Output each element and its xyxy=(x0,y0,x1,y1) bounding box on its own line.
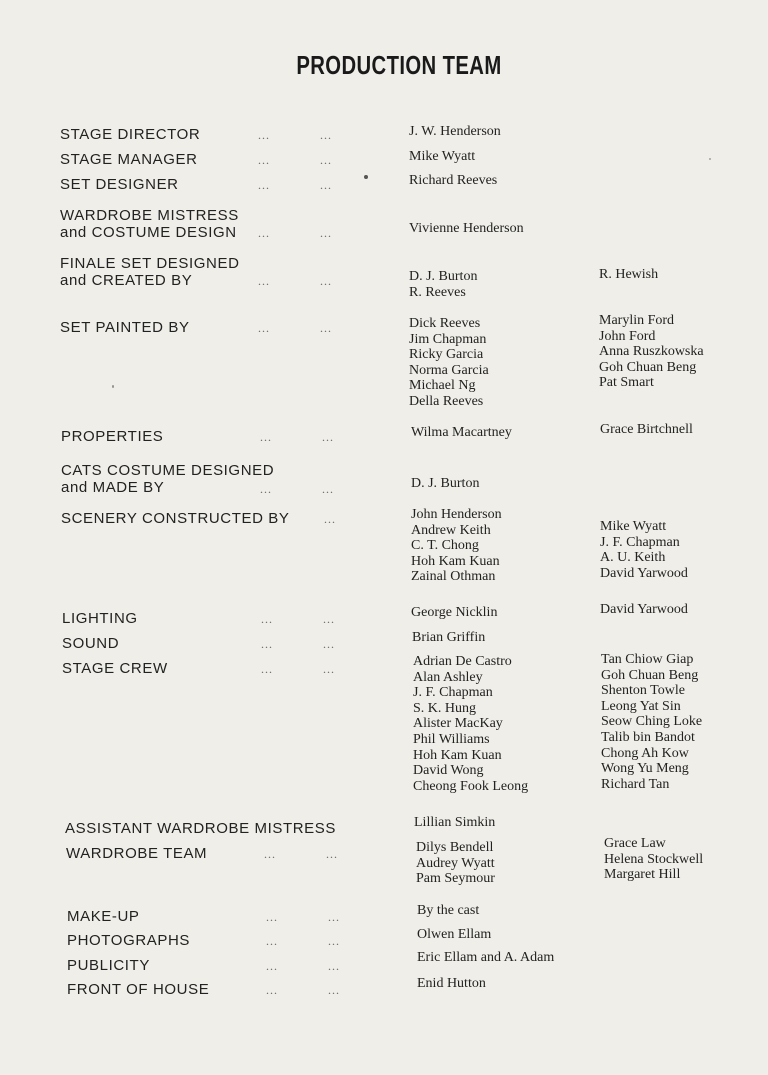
person-name: J. F. Chapman xyxy=(600,534,680,550)
name-makeup: By the cast xyxy=(417,903,480,918)
person-name: Helena Stockwell xyxy=(604,851,704,867)
person-name: Hoh Kam Kuan xyxy=(413,747,502,763)
person-name: Mike Wyatt xyxy=(600,519,667,534)
leader-dots: ... xyxy=(322,482,334,496)
person-name: Hoh Kam Kuan xyxy=(411,553,500,569)
person-name: John Henderson xyxy=(411,507,502,522)
role-line: and MADE BY xyxy=(61,479,165,496)
role-stage-manager: STAGE MANAGER xyxy=(60,151,198,168)
name-wardrobe-mistress: Vivienne Henderson xyxy=(409,221,524,236)
name-cats-costume: D. J. Burton xyxy=(411,476,480,491)
person-name: David Wong xyxy=(413,763,484,779)
person-name: Goh Chuan Beng xyxy=(599,359,697,375)
name-lighting-col2: David Yarwood xyxy=(600,602,688,617)
leader-dots: ... xyxy=(328,934,340,948)
role-scenery: SCENERY CONSTRUCTED BY xyxy=(61,510,290,527)
role-set-painted: SET PAINTED BY xyxy=(60,319,190,336)
person-name: Della Reeves xyxy=(409,393,484,409)
person-name: C. T. Chong xyxy=(411,538,479,554)
role-wardrobe-mistress xyxy=(60,207,239,241)
person-name: Phil Williams xyxy=(413,731,490,747)
person-name: Cheong Fook Leong xyxy=(413,778,529,794)
role-sound: SOUND xyxy=(62,635,120,652)
leader-dots: ... xyxy=(320,321,332,335)
person-name: Seow Ching Loke xyxy=(601,714,703,730)
person-name: John Ford xyxy=(599,328,656,344)
leader-dots: ... xyxy=(328,910,340,924)
print-speck xyxy=(112,385,114,388)
role-photographs: PHOTOGRAPHS xyxy=(67,932,191,949)
name-stage-manager: Mike Wyatt xyxy=(409,149,476,164)
role-line: FINALE SET DESIGNED xyxy=(60,255,240,272)
person-name: J. F. Chapman xyxy=(413,685,493,701)
person-name: Anna Ruszkowska xyxy=(599,344,704,360)
leader-dots: ... xyxy=(266,934,278,948)
names-wardrobe-team-col1 xyxy=(416,840,495,887)
leader-dots: ... xyxy=(328,983,340,997)
person-name: Jim Chapman xyxy=(409,331,487,347)
leader-dots: ... xyxy=(320,274,332,288)
names-finale-col2 xyxy=(599,267,658,283)
leader-dots: ... xyxy=(323,662,335,676)
names-scenery-col1 xyxy=(411,507,502,585)
leader-dots: ... xyxy=(324,512,336,526)
person-name: Andrew Keith xyxy=(411,522,491,538)
names-wardrobe-team-col2 xyxy=(604,836,703,883)
role-makeup: MAKE-UP xyxy=(67,908,140,925)
person-name: Pam Seymour xyxy=(416,871,495,887)
leader-dots: ... xyxy=(266,983,278,997)
person-name: Michael Ng xyxy=(409,378,476,394)
leader-dots: ... xyxy=(258,226,270,240)
role-stage-director: STAGE DIRECTOR xyxy=(60,126,201,143)
person-name: Dick Reeves xyxy=(409,316,481,331)
name-publicity: Eric Ellam and A. Adam xyxy=(417,950,555,965)
leader-dots: ... xyxy=(323,637,335,651)
leader-dots: ... xyxy=(258,128,270,142)
leader-dots: ... xyxy=(260,430,272,444)
leader-dots: ... xyxy=(258,274,270,288)
name-photographs: Olwen Ellam xyxy=(417,927,492,942)
person-name: Margaret Hill xyxy=(604,867,681,883)
names-finale-col1 xyxy=(409,269,477,300)
person-name: Marylin Ford xyxy=(599,313,675,328)
leader-dots: ... xyxy=(320,178,332,192)
person-name: Wong Yu Meng xyxy=(601,761,689,777)
person-name: R. Reeves xyxy=(409,284,466,300)
role-wardrobe-team: WARDROBE TEAM xyxy=(66,845,208,862)
person-name: Ricky Garcia xyxy=(409,347,484,363)
role-line: WARDROBE MISTRESS xyxy=(60,207,239,224)
name-properties-col1: Wilma Macartney xyxy=(411,425,512,440)
name-stage-director: J. W. Henderson xyxy=(409,124,501,139)
name-front-of-house: Enid Hutton xyxy=(417,976,486,991)
name-set-designer: Richard Reeves xyxy=(409,173,498,188)
names-set-painted-col2 xyxy=(599,313,704,391)
role-properties: PROPERTIES xyxy=(61,428,164,445)
leader-dots: ... xyxy=(258,321,270,335)
role-set-designer: SET DESIGNER xyxy=(60,176,179,193)
name-sound: Brian Griffin xyxy=(412,630,486,645)
role-publicity: PUBLICITY xyxy=(67,957,150,974)
leader-dots: ... xyxy=(264,847,276,861)
leader-dots: ... xyxy=(266,910,278,924)
role-front-of-house: FRONT OF HOUSE xyxy=(67,981,210,998)
role-line: and CREATED BY xyxy=(60,272,193,289)
person-name: Richard Tan xyxy=(601,776,670,792)
person-name: Grace Law xyxy=(604,836,666,851)
names-stage-crew-col2 xyxy=(601,652,702,792)
person-name: Leong Yat Sin xyxy=(601,698,681,714)
person-name: S. K. Hung xyxy=(413,700,477,716)
person-name: Pat Smart xyxy=(599,375,654,391)
person-name: Norma Garcia xyxy=(409,362,489,378)
leader-dots: ... xyxy=(266,959,278,973)
person-name: Adrian De Castro xyxy=(413,654,512,669)
person-name: Zainal Othman xyxy=(411,569,496,585)
names-scenery-col2 xyxy=(600,519,688,581)
person-name: Talib bin Bandot xyxy=(601,729,695,745)
names-stage-crew-col1 xyxy=(413,654,528,794)
leader-dots: ... xyxy=(328,959,340,973)
role-line: and COSTUME DESIGN xyxy=(60,224,237,241)
person-name: A. U. Keith xyxy=(600,550,666,566)
leader-dots: ... xyxy=(320,153,332,167)
person-name: Alister MacKay xyxy=(413,716,503,732)
person-name: Goh Chuan Beng xyxy=(601,667,699,683)
leader-dots: ... xyxy=(320,128,332,142)
print-speck xyxy=(364,175,368,179)
person-name: David Yarwood xyxy=(600,565,688,581)
role-line: CATS COSTUME DESIGNED xyxy=(61,462,275,479)
person-name: Audrey Wyatt xyxy=(416,855,495,871)
leader-dots: ... xyxy=(261,662,273,676)
name-properties-col2: Grace Birtchnell xyxy=(600,422,693,437)
leader-dots: ... xyxy=(326,847,338,861)
print-speck xyxy=(709,158,711,160)
leader-dots: ... xyxy=(261,612,273,626)
leader-dots: ... xyxy=(261,637,273,651)
person-name: Chong Ah Kow xyxy=(601,745,689,761)
leader-dots: ... xyxy=(322,430,334,444)
names-set-painted-col1 xyxy=(409,316,489,410)
person-name: Dilys Bendell xyxy=(416,840,494,855)
person-name: D. J. Burton xyxy=(409,269,478,284)
person-name: Shenton Towle xyxy=(601,683,685,699)
leader-dots: ... xyxy=(258,153,270,167)
leader-dots: ... xyxy=(320,226,332,240)
person-name: Alan Ashley xyxy=(413,669,483,685)
leader-dots: ... xyxy=(323,612,335,626)
person-name: Tan Chiow Giap xyxy=(601,652,694,667)
page-title: PRODUCTION TEAM xyxy=(296,50,502,80)
name-lighting-col1: George Nicklin xyxy=(411,605,498,620)
role-cats-costume xyxy=(61,462,274,496)
role-lighting: LIGHTING xyxy=(62,610,138,627)
leader-dots: ... xyxy=(260,482,272,496)
name-assistant-wardrobe: Lillian Simkin xyxy=(414,815,496,830)
person-name: R. Hewish xyxy=(599,267,659,282)
role-stage-crew: STAGE CREW xyxy=(62,660,168,677)
role-assistant-wardrobe: ASSISTANT WARDROBE MISTRESS xyxy=(65,820,336,837)
role-finale-set xyxy=(60,255,240,289)
leader-dots: ... xyxy=(258,178,270,192)
